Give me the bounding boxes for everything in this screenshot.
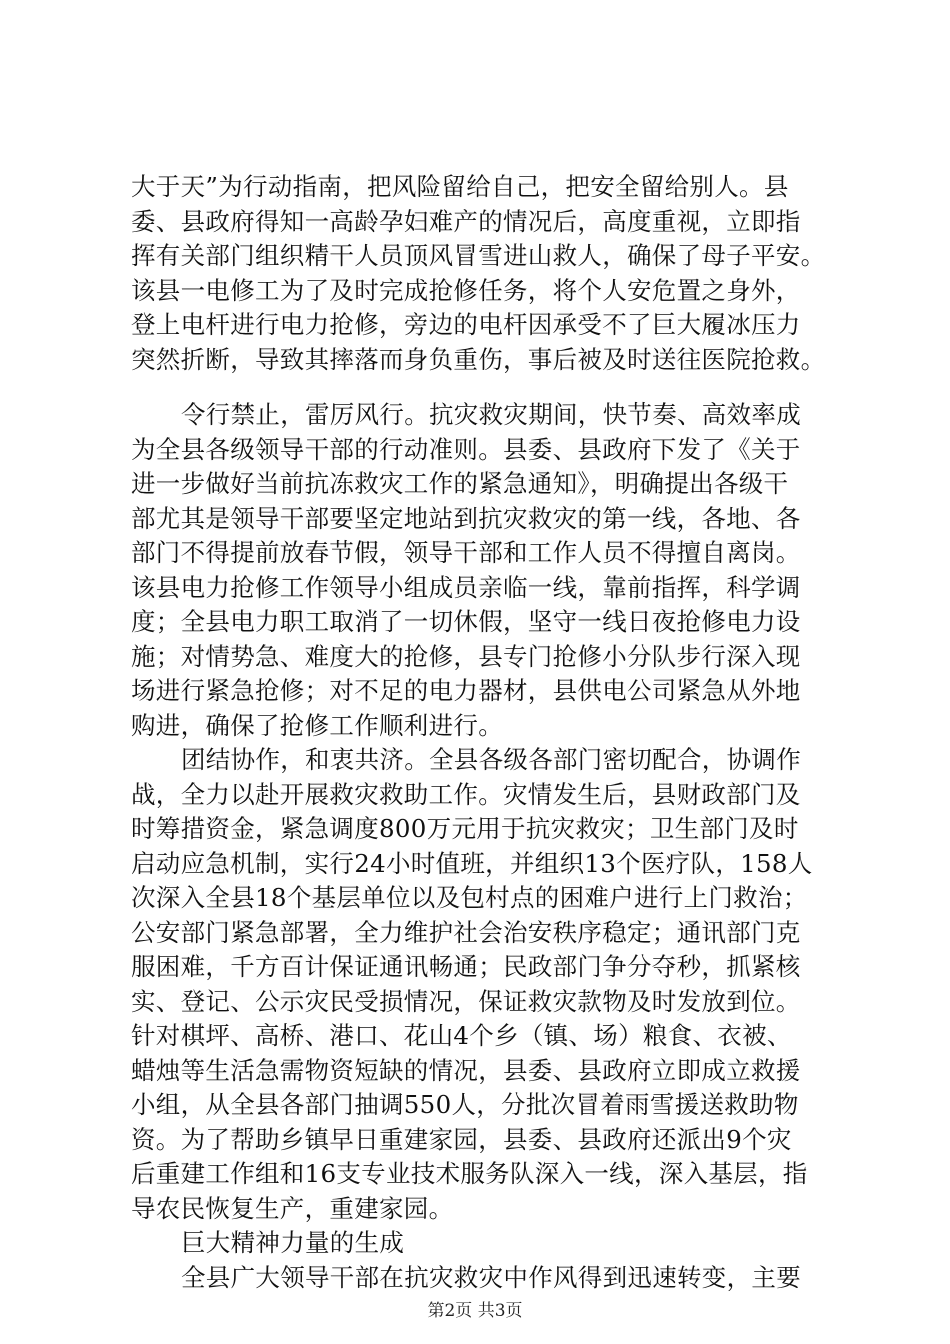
text-line: 挥有关部门组织精干人员顶风冒雪进山救人，确保了母子平安。: [131, 241, 826, 270]
text-line: 小组，从全县各部门抽调550人，分批次冒着雨雪援送救助物: [131, 1090, 799, 1119]
text-line: 购进，确保了抢修工作顺利进行。: [131, 711, 503, 740]
text-line: 部尤其是领导干部要坚定地站到抗灾救灾的第一线，各地、各: [131, 504, 801, 533]
text-line: 该县一电修工为了及时完成抢修任务，将个人安危置之身外，: [131, 276, 801, 305]
text-line: 进一步做好当前抗冻救灾工作的紧急通知》，明确提出各级干: [131, 469, 789, 498]
text-line: 实、登记、公示灾民受损情况，保证救灾款物及时发放到位。: [131, 987, 801, 1016]
text-line: 后重建工作组和16支专业技术服务队深入一线，深入基层，指: [131, 1159, 808, 1188]
text-line: 资。为了帮助乡镇早日重建家园，县委、县政府还派出9个灾: [131, 1125, 792, 1154]
text-line: 为全县各级领导干部的行动准则。县委、县政府下发了《关于: [131, 435, 801, 464]
paragraph-first-line: 团结协作，和衷共济。全县各级各部门密切配合，协调作: [181, 745, 801, 774]
text-line: 次深入全县18个基层单位以及包村点的困难户进行上门救治；: [131, 883, 808, 912]
text-line: 突然折断，导致其摔落而身负重伤，事后被及时送往医院抢救。: [131, 345, 826, 374]
text-line: 施；对情势急、难度大的抢修，县专门抢修小分队步行深入现: [131, 642, 801, 671]
text-line: 委、县政府得知一高龄孕妇难产的情况后，高度重视，立即指: [131, 207, 801, 236]
text-line: 大于天”为行动指南，把风险留给自己，把安全留给别人。县: [131, 172, 789, 201]
page-number-footer: 第2页 共3页: [427, 1301, 523, 1321]
text-line: 该县电力抢修工作领导小组成员亲临一线，靠前指挥，科学调: [131, 573, 801, 602]
text-line: 部门不得提前放春节假，领导干部和工作人员不得擅自离岗。: [131, 538, 801, 567]
section-heading: 巨大精神力量的生成: [181, 1228, 405, 1257]
text-line: 时筹措资金，紧急调度800万元用于抗灾救灾；卫生部门及时: [131, 814, 799, 843]
text-line: 度；全县电力职工取消了一切休假，坚守一线日夜抢修电力设: [131, 607, 801, 636]
text-line: 场进行紧急抢修；对不足的电力器材，县供电公司紧急从外地: [131, 676, 801, 705]
text-line: 战，全力以赴开展救灾救助工作。灾情发生后，县财政部门及: [131, 780, 801, 809]
text-line: 针对棋坪、高桥、港口、花山4个乡（镇、场）粮食、衣被、: [131, 1021, 792, 1050]
text-line: 蜡烛等生活急需物资短缺的情况，县委、县政府立即成立救援: [131, 1056, 801, 1085]
text-line: 启动应急机制，实行24小时值班，并组织13个医疗队，158人: [131, 849, 813, 878]
text-line: 导农民恢复生产，重建家园。: [131, 1194, 454, 1223]
text-line: 公安部门紧急部署，全力维护社会治安秩序稳定；通讯部门克: [131, 918, 801, 947]
paragraph-first-line: 全县广大领导干部在抗灾救灾中作风得到迅速转变，主要: [181, 1263, 801, 1292]
paragraph-first-line: 令行禁止，雷厉风行。抗灾救灾期间，快节奏、高效率成: [181, 400, 801, 429]
text-line: 登上电杆进行电力抢修，旁边的电杆因承受不了巨大履冰压力: [131, 310, 801, 339]
text-line: 服困难，千方百计保证通讯畅通；民政部门争分夺秒，抓紧核: [131, 952, 801, 981]
